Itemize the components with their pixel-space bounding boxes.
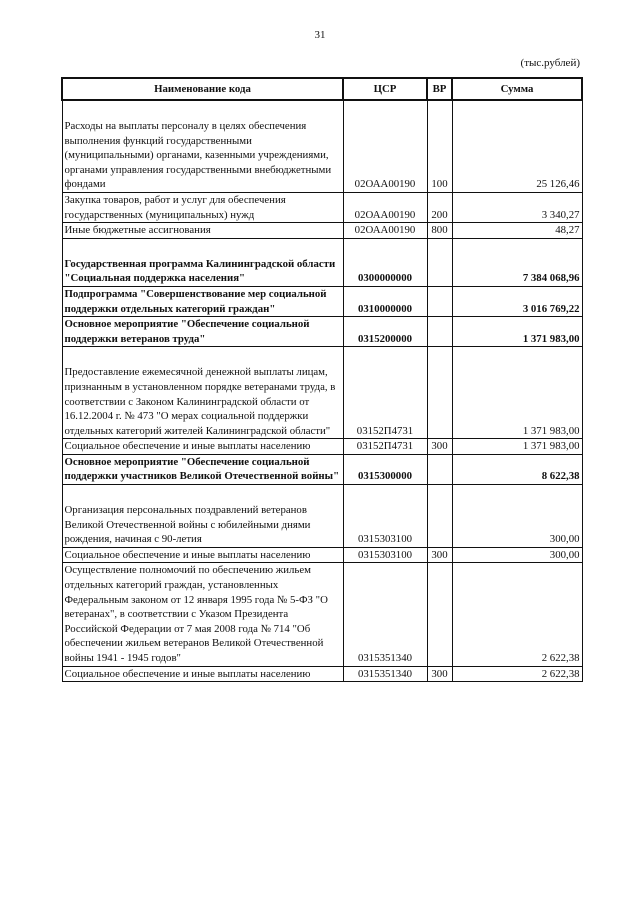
table-row <box>62 286 582 316</box>
row-csr: 03152П4731 <box>343 347 427 439</box>
row-vr: 300 <box>427 439 452 455</box>
header-sum: Сумма <box>452 78 582 100</box>
table-row <box>62 547 582 563</box>
row-vr <box>427 238 452 286</box>
row-sum: 2 622,38 <box>452 666 582 682</box>
row-name: Основное мероприятие "Обеспечение социальной поддержки ветеранов труда" <box>62 317 343 347</box>
row-name: Основное мероприятие "Обеспечение социальной поддержки участников Великой Отечественной войны" <box>62 454 343 484</box>
row-name: Иные бюджетные ассигнования <box>62 223 343 239</box>
row-vr <box>427 454 452 484</box>
row-vr: 200 <box>427 192 452 222</box>
table-row <box>62 666 582 682</box>
row-name: Государственная программа Калининградской области "Социальная поддержка населения" <box>62 238 343 286</box>
table-row <box>62 485 582 548</box>
row-sum: 3 016 769,22 <box>452 286 582 316</box>
table-row <box>62 347 582 439</box>
table-row <box>62 192 582 222</box>
row-vr: 300 <box>427 666 452 682</box>
row-name: Подпрограмма "Совершенствование мер социальной поддержки отдельных категорий граждан" <box>62 286 343 316</box>
budget-table <box>61 77 583 682</box>
row-csr: 0315303100 <box>343 547 427 563</box>
table-row <box>62 317 582 347</box>
row-vr <box>427 286 452 316</box>
row-sum: 3 340,27 <box>452 192 582 222</box>
table-row <box>62 563 582 666</box>
row-name: Закупка товаров, работ и услуг для обеспечения государственных (муниципальных) нужд <box>62 192 343 222</box>
row-sum: 300,00 <box>452 485 582 548</box>
row-sum: 48,27 <box>452 223 582 239</box>
table-row <box>62 223 582 239</box>
row-vr: 100 <box>427 100 452 192</box>
row-sum: 8 622,38 <box>452 454 582 484</box>
table-row <box>62 454 582 484</box>
row-csr: 0310000000 <box>343 286 427 316</box>
row-csr: 03152П4731 <box>343 439 427 455</box>
row-csr: 0315351340 <box>343 563 427 666</box>
row-vr <box>427 317 452 347</box>
row-csr: 02ОАА00190 <box>343 223 427 239</box>
row-name: Расходы на выплаты персоналу в целях обеспечения выполнения функций государственными (муниципальными) органами, казенными учреждениями, органами управления государственными внебюджетными фондами <box>62 100 343 192</box>
table-row <box>62 100 582 192</box>
header-vr: ВР <box>427 78 452 100</box>
header-csr: ЦСР <box>343 78 427 100</box>
table-body <box>62 100 582 682</box>
row-vr <box>427 563 452 666</box>
row-name: Предоставление ежемесячной денежной выплаты лицам, признанным в установленном порядке ветеранами труда, в соответствии с Законом Калининградской области от 16.12.2004 г. № 473 "О мерах социальной поддержки отдельных категорий жителей Калининградской области" <box>62 347 343 439</box>
row-name: Организация персональных поздравлений ветеранов Великой Отечественной войны с юбилейными днями рождения, начиная с 90-летия <box>62 485 343 548</box>
row-vr <box>427 485 452 548</box>
table-header-row <box>62 78 582 100</box>
header-name: Наименование кода <box>62 78 343 100</box>
row-csr: 0300000000 <box>343 238 427 286</box>
row-csr: 0315200000 <box>343 317 427 347</box>
row-vr: 800 <box>427 223 452 239</box>
row-sum: 1 371 983,00 <box>452 317 582 347</box>
row-csr: 0315351340 <box>343 666 427 682</box>
row-csr: 02ОАА00190 <box>343 192 427 222</box>
row-sum: 2 622,38 <box>452 563 582 666</box>
row-csr: 0315300000 <box>343 454 427 484</box>
row-csr: 0315303100 <box>343 485 427 548</box>
row-sum: 25 126,46 <box>452 100 582 192</box>
row-name: Социальное обеспечение и иные выплаты населению <box>62 439 343 455</box>
row-sum: 1 371 983,00 <box>452 439 582 455</box>
row-sum: 7 384 068,96 <box>452 238 582 286</box>
page-number: 31 <box>314 29 326 41</box>
row-sum: 300,00 <box>452 547 582 563</box>
table-row <box>62 439 582 455</box>
row-name: Социальное обеспечение и иные выплаты населению <box>62 666 343 682</box>
row-vr <box>427 347 452 439</box>
row-sum: 1 371 983,00 <box>452 347 582 439</box>
row-csr: 02ОАА00190 <box>343 100 427 192</box>
row-name: Осуществление полномочий по обеспечению жильем отдельных категорий граждан, установленных Федеральным законом от 12 января 1995 года № 5-ФЗ "О ветеранах", в соответствии с Указом Президента Российской Федерации от 7 мая 2008 года № 714 "Об обеспечении жильем ветеранов Великой Отечественной войны 1941 - 1945 годов" <box>62 563 343 666</box>
units-label: (тыс.рублей) <box>520 57 580 69</box>
row-name: Социальное обеспечение и иные выплаты населению <box>62 547 343 563</box>
row-vr: 300 <box>427 547 452 563</box>
table-row <box>62 238 582 286</box>
